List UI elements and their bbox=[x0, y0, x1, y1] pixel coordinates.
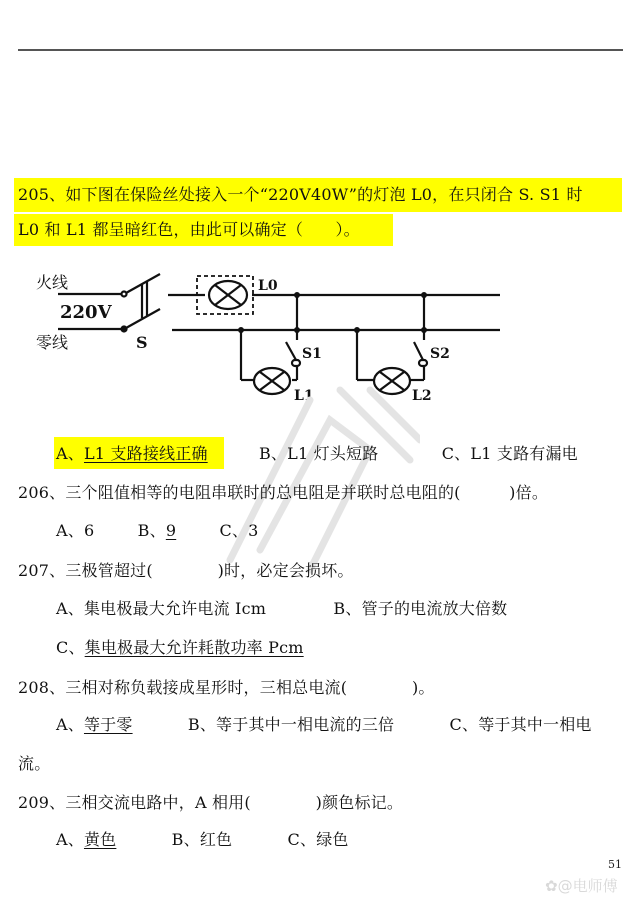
option-206-c[interactable]: C、3 bbox=[219, 521, 259, 540]
fuse-lamp-label: L0 bbox=[258, 278, 278, 294]
question-209-options bbox=[56, 829, 349, 851]
option-208-b[interactable]: B、等于其中一相电流的三倍 bbox=[187, 715, 395, 734]
page-number: 51 bbox=[608, 858, 622, 871]
live-wire-label: 火线 bbox=[36, 273, 69, 292]
option-206-b[interactable]: B、9 bbox=[137, 521, 177, 540]
question-207-options-row1 bbox=[56, 598, 507, 620]
question-205-options bbox=[56, 443, 578, 465]
option-207-b[interactable]: B、管子的电流放大倍数 bbox=[333, 599, 508, 618]
question-208-wrap: 流。 bbox=[18, 754, 51, 773]
main-switch-label: S bbox=[136, 333, 148, 352]
question-205-line-1: 205、如下图在保险丝处接入一个“220V40W”的灯泡 L0，在只闭合 S. S1 时 bbox=[18, 185, 583, 204]
lamp2-label: L2 bbox=[412, 388, 432, 404]
option-207-c[interactable]: C、集电极最大允许耗散功率 Pcm bbox=[56, 638, 304, 657]
option-209-b[interactable]: B、红色 bbox=[171, 830, 233, 849]
voltage-label: 220V bbox=[60, 302, 112, 323]
question-207-options-row2 bbox=[56, 637, 304, 659]
option-205-a[interactable]: A、L1 支路接线正确 bbox=[56, 444, 208, 463]
question-207-text: 207、三极管超过( )时，必定会损坏。 bbox=[18, 561, 354, 580]
option-207-a[interactable]: A、集电极最大允许电流 Icm bbox=[56, 599, 267, 618]
question-209-text: 209、三相交流电路中，A 相用( )颜色标记。 bbox=[18, 793, 404, 812]
brand-watermark: ✿@电师傅 bbox=[545, 877, 618, 895]
header-rule bbox=[18, 49, 623, 51]
neutral-wire-label: 零线 bbox=[36, 333, 69, 352]
question-208-options bbox=[56, 714, 592, 736]
option-209-a[interactable]: A、黄色 bbox=[56, 830, 117, 849]
option-205-c[interactable]: C、L1 支路有漏电 bbox=[441, 444, 578, 463]
switch1-label: S1 bbox=[302, 346, 322, 362]
circuit-diagram bbox=[0, 260, 520, 420]
question-206-text: 206、三个阻值相等的电阻串联时的总电阻是并联时总电阻的( )倍。 bbox=[18, 483, 549, 502]
option-209-c[interactable]: C、绿色 bbox=[287, 830, 349, 849]
question-206-options bbox=[56, 520, 259, 542]
option-206-a[interactable]: A、6 bbox=[56, 521, 95, 540]
lamp1-label: L1 bbox=[294, 388, 314, 404]
switch2-label: S2 bbox=[430, 346, 450, 362]
question-208-text: 208、三相对称负载接成星形时，三相总电流( )。 bbox=[18, 678, 435, 697]
option-208-a[interactable]: A、等于零 bbox=[56, 715, 133, 734]
option-205-b[interactable]: B、L1 灯头短路 bbox=[258, 444, 379, 463]
question-205-line-2: L0 和 L1 都呈暗红色，由此可以确定（ ）。 bbox=[18, 220, 360, 239]
option-208-c[interactable]: C、等于其中一相电 bbox=[449, 715, 592, 734]
